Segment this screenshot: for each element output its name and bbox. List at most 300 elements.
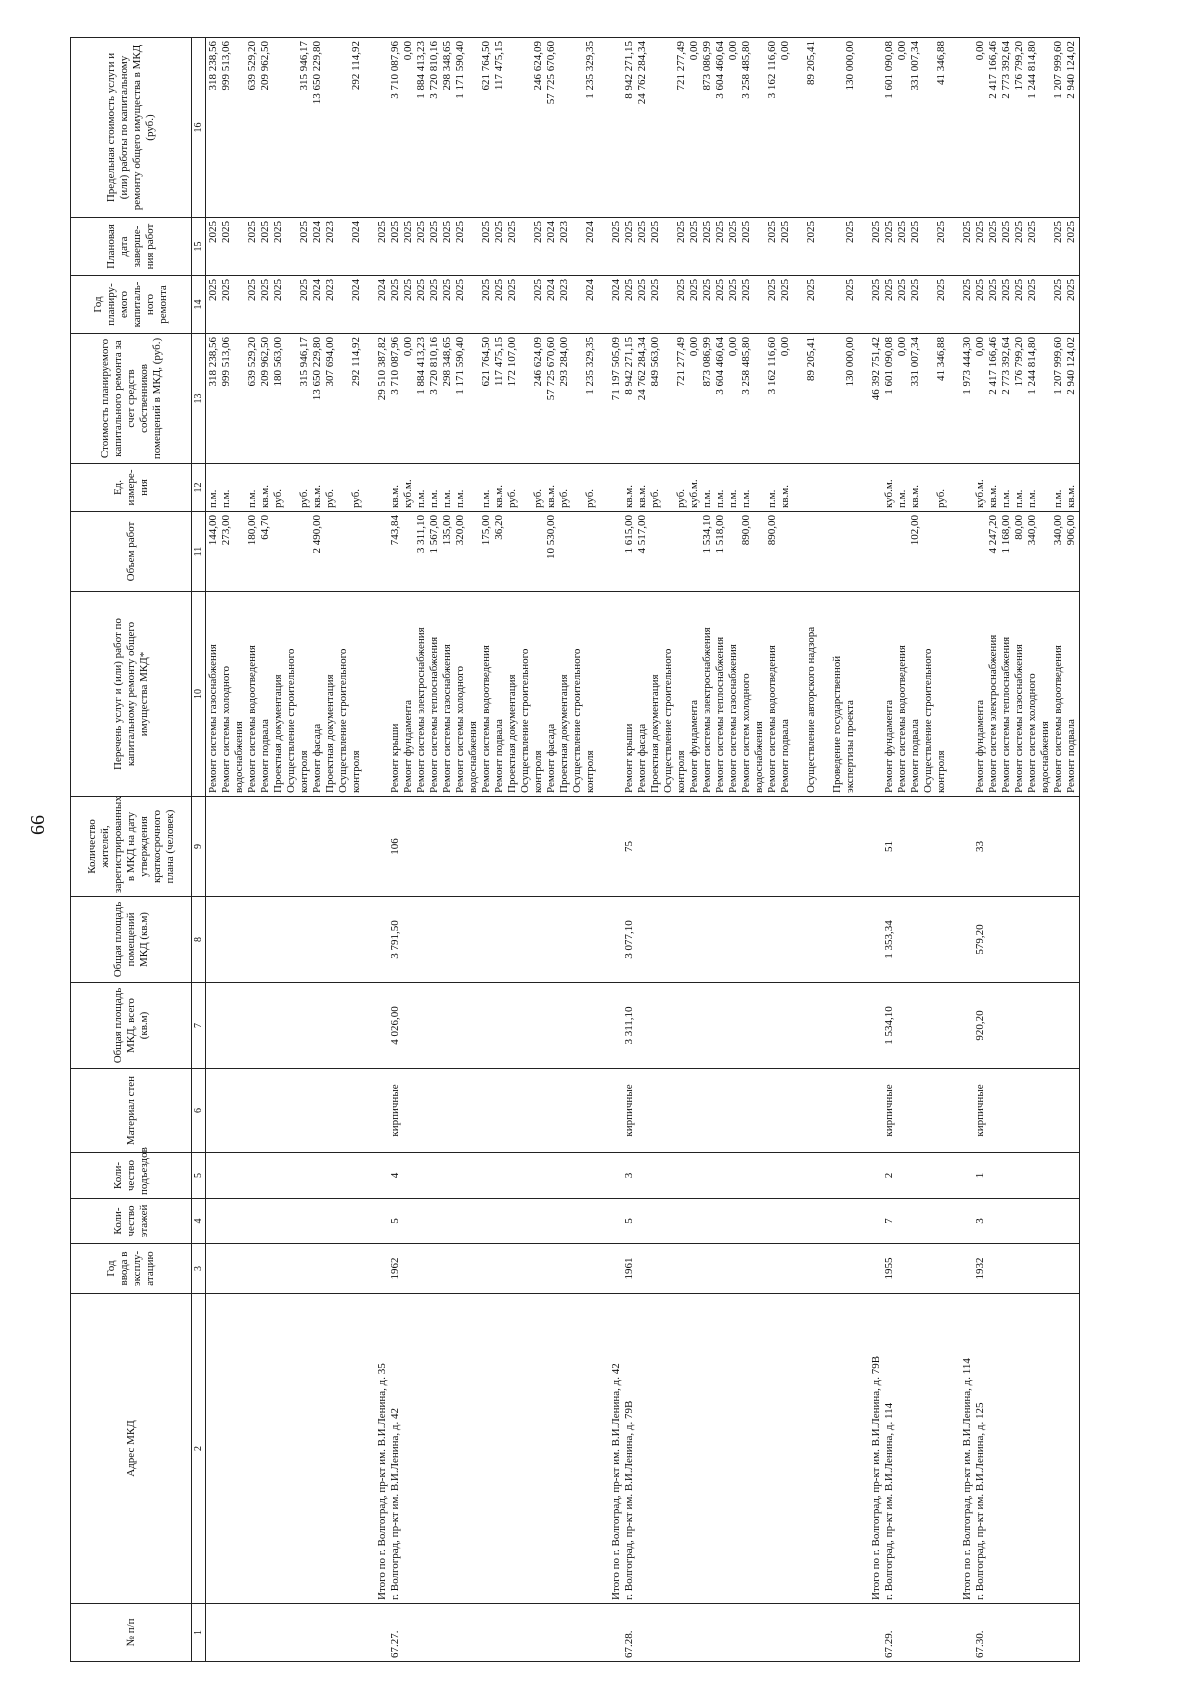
work-volume: 3 311,10 xyxy=(415,515,427,554)
spacer-line xyxy=(337,1607,350,1658)
work-unit xyxy=(519,467,532,508)
spacer-line xyxy=(1013,1072,1026,1149)
spacer-line xyxy=(649,1607,662,1658)
work-unit: п.м. xyxy=(1026,489,1038,508)
spacer-line xyxy=(1039,1297,1052,1600)
spacer-line xyxy=(376,1202,389,1240)
spacer-line xyxy=(402,1202,415,1240)
work-volume xyxy=(233,515,246,588)
work-year xyxy=(467,279,480,330)
work-done-year: 2023 xyxy=(324,221,336,243)
spacer-line xyxy=(766,1607,779,1658)
spacer-line xyxy=(571,1202,584,1240)
work-item: Ремонт системы электроснабжения xyxy=(701,627,713,793)
spacer-line xyxy=(688,986,701,1065)
work-unit: п.м. xyxy=(1000,489,1012,508)
spacer-line xyxy=(402,900,415,979)
wall-material: кирпичные xyxy=(623,1084,635,1137)
spacer-line xyxy=(298,800,311,893)
spacer-line xyxy=(376,1156,389,1195)
work-year xyxy=(233,279,246,330)
spacer-line xyxy=(259,800,272,893)
spacer-line xyxy=(779,1297,792,1600)
work-item: Ремонт системы газоснабжения xyxy=(727,644,739,793)
spacer-line xyxy=(948,1607,961,1658)
spacer-line xyxy=(870,1202,883,1240)
spacer-line xyxy=(467,900,480,979)
spacer-line xyxy=(948,900,961,979)
spacer-line xyxy=(909,986,922,1065)
spacer-line xyxy=(363,467,376,508)
spacer-line xyxy=(246,1202,259,1240)
spacer-line xyxy=(1052,800,1065,893)
work-cost: 1 235 329,35 xyxy=(584,337,596,395)
spacer-line xyxy=(272,1202,285,1240)
col-number: 8 xyxy=(192,897,206,983)
work-item: Ремонт системы теплоснабжения xyxy=(1000,636,1012,793)
spacer-line xyxy=(857,1607,870,1658)
spacer-line xyxy=(961,1072,974,1149)
work-unit: п.м. xyxy=(454,489,466,508)
work-done-year xyxy=(922,221,935,272)
work-unit: кв.м. xyxy=(1065,485,1077,508)
spacer-line xyxy=(1065,1297,1078,1600)
spacer-line xyxy=(870,800,883,893)
spacer-line xyxy=(493,900,506,979)
spacer-line xyxy=(272,1072,285,1149)
address-total-done-year: 2025 xyxy=(870,221,882,243)
spacer-line xyxy=(896,800,909,893)
spacer-line xyxy=(454,800,467,893)
work-limit-cost: 1 244 814,80 xyxy=(1026,41,1038,99)
work-year: 2025 xyxy=(714,279,726,301)
work-cost xyxy=(662,337,675,460)
work-year: 2023 xyxy=(558,279,570,301)
spacer-line xyxy=(610,1607,623,1658)
spacer-line xyxy=(584,900,597,979)
spacer-line xyxy=(610,41,623,214)
spacer-line xyxy=(662,1072,675,1149)
total-area: 3 311,10 xyxy=(623,1006,635,1045)
col-number: 9 xyxy=(192,797,206,897)
spacer-line xyxy=(935,1072,948,1149)
spacer-line xyxy=(805,1607,818,1658)
spacer-line xyxy=(480,986,493,1065)
spacer-line xyxy=(857,41,870,214)
spacer-line xyxy=(376,1247,389,1290)
spacer-line xyxy=(857,221,870,272)
spacer-line xyxy=(675,1607,688,1658)
work-limit-cost: 999 513,06 xyxy=(220,41,232,91)
spacer-line xyxy=(597,900,610,979)
spacer-line xyxy=(220,900,233,979)
work-unit: куб.м. xyxy=(688,479,700,508)
work-year: 2025 xyxy=(883,279,895,301)
work-volume xyxy=(922,515,935,588)
spacer-line xyxy=(532,1607,545,1658)
spacer-line xyxy=(961,986,974,1065)
spacer-line xyxy=(532,986,545,1065)
spacer-line xyxy=(818,900,831,979)
floors-count: 3 xyxy=(974,1218,986,1224)
spacer-line xyxy=(272,800,285,893)
work-cost: 0,00 xyxy=(896,337,908,357)
spacer-line xyxy=(1026,800,1039,893)
spacer-line xyxy=(948,1072,961,1149)
spacer-line xyxy=(922,1202,935,1240)
work-year xyxy=(831,279,844,330)
work-cost: 331 007,34 xyxy=(909,337,921,387)
work-year: 2025 xyxy=(909,279,921,301)
work-item: Ремонт системы водоотведения xyxy=(766,645,778,793)
spacer-line xyxy=(441,1247,454,1290)
work-volume: 1 168,00 xyxy=(1000,515,1012,554)
spacer-line xyxy=(259,1202,272,1240)
spacer-line xyxy=(610,986,623,1065)
work-done-year: 2025 xyxy=(688,221,700,243)
work-volume: 340,00 xyxy=(1052,515,1064,546)
spacer-line xyxy=(688,800,701,893)
spacer-line xyxy=(688,1156,701,1195)
work-year: 2025 xyxy=(766,279,778,301)
spacer-line xyxy=(597,467,610,508)
spacer-line xyxy=(285,1607,298,1658)
spacer-line xyxy=(597,800,610,893)
spacer-line xyxy=(532,1156,545,1195)
work-unit: кв.м. xyxy=(389,485,401,508)
spacer-line xyxy=(1065,900,1078,979)
spacer-line xyxy=(428,1247,441,1290)
work-volume: 340,00 xyxy=(1026,515,1038,546)
spacer-line xyxy=(740,1297,753,1600)
work-year: 2025 xyxy=(1026,279,1038,301)
spacer-line xyxy=(272,986,285,1065)
work-item: Ремонт фундамента xyxy=(688,699,700,793)
spacer-line xyxy=(662,800,675,893)
spacer-line xyxy=(961,515,974,588)
work-cost xyxy=(753,337,766,460)
floors-cell xyxy=(206,1199,1080,1244)
spacer-line xyxy=(363,41,376,214)
work-done-year: 2025 xyxy=(272,221,284,243)
spacer-line xyxy=(1039,1156,1052,1195)
work-done-year: 2025 xyxy=(779,221,791,243)
spacer-line xyxy=(1052,986,1065,1065)
work-done-year xyxy=(285,221,298,272)
spacer-line xyxy=(922,1247,935,1290)
work-limit-cost: 24 762 284,34 xyxy=(636,41,648,105)
total-area-cell xyxy=(206,983,1080,1069)
work-volume xyxy=(649,515,662,588)
spacer-line xyxy=(662,1202,675,1240)
spacer-line xyxy=(753,900,766,979)
spacer-line xyxy=(1026,986,1039,1065)
work-cost: 3 162 116,60 xyxy=(766,337,778,395)
spacer-line xyxy=(818,1156,831,1195)
spacer-line xyxy=(428,1156,441,1195)
spacer-line xyxy=(246,900,259,979)
spacer-line xyxy=(532,1202,545,1240)
spacer-line xyxy=(662,900,675,979)
spacer-line xyxy=(636,986,649,1065)
spacer-line xyxy=(597,1607,610,1658)
spacer-line xyxy=(896,1607,909,1658)
work-item: контроля xyxy=(675,750,687,793)
spacer-line xyxy=(675,800,688,893)
volume-cell xyxy=(206,512,1080,592)
work-year: 2025 xyxy=(532,279,544,301)
work-year xyxy=(571,279,584,330)
spacer-line xyxy=(350,1202,363,1240)
work-volume: 80,00 xyxy=(1013,515,1025,540)
work-cost: 0,00 xyxy=(688,337,700,357)
work-volume xyxy=(285,515,298,588)
spacer-line xyxy=(506,1607,519,1658)
spacer-line xyxy=(363,337,376,460)
work-cost xyxy=(818,337,831,460)
spacer-line xyxy=(376,515,389,588)
row-number: 67.28. xyxy=(623,1630,635,1658)
spacer-line xyxy=(948,279,961,330)
spacer-line xyxy=(857,900,870,979)
work-unit: руб. xyxy=(935,488,947,508)
spacer-line xyxy=(415,1072,428,1149)
spacer-line xyxy=(558,1607,571,1658)
work-unit: п.м. xyxy=(1052,489,1064,508)
spacer-line xyxy=(753,1202,766,1240)
work-unit: руб. xyxy=(506,488,518,508)
spacer-line xyxy=(649,800,662,893)
work-item: Ремонт системы водоотведения xyxy=(1052,645,1064,793)
work-volume xyxy=(688,515,701,588)
work-item xyxy=(792,595,805,793)
col-number: 15 xyxy=(192,218,206,276)
spacer-line xyxy=(597,279,610,330)
work-year: 2025 xyxy=(1013,279,1025,301)
spacer-line xyxy=(532,1247,545,1290)
spacer-line xyxy=(896,1297,909,1600)
spacer-line xyxy=(558,1297,571,1600)
spacer-line xyxy=(298,1072,311,1149)
work-year: 2025 xyxy=(1065,279,1077,301)
spacer-line xyxy=(324,900,337,979)
spacer-line xyxy=(402,1072,415,1149)
work-cost xyxy=(571,337,584,460)
spacer-line xyxy=(376,595,389,793)
spacer-line xyxy=(714,1247,727,1290)
work-limit-cost xyxy=(831,41,844,214)
spacer-line xyxy=(402,800,415,893)
work-limit-cost: 639 529,20 xyxy=(246,41,258,91)
work-cost: 3 604 460,64 xyxy=(714,337,726,395)
spacer-line xyxy=(818,1607,831,1658)
spacer-line xyxy=(844,1297,857,1600)
spacer-line xyxy=(857,1156,870,1195)
spacer-line xyxy=(714,986,727,1065)
work-done-year: 2025 xyxy=(220,221,232,243)
spacer-line xyxy=(987,1072,1000,1149)
work-unit xyxy=(571,467,584,508)
spacer-line xyxy=(584,1607,597,1658)
spacer-line xyxy=(571,1607,584,1658)
spacer-line xyxy=(857,337,870,460)
work-cost: 2 773 392,64 xyxy=(1000,337,1012,395)
work-volume: 1 615,00 xyxy=(623,515,635,554)
work-unit: п.м. xyxy=(441,489,453,508)
work-cost: 873 086,99 xyxy=(701,337,713,387)
work-volume: 890,00 xyxy=(766,515,778,546)
spacer-line xyxy=(636,1156,649,1195)
spacer-line xyxy=(363,1247,376,1290)
spacer-line xyxy=(779,1607,792,1658)
spacer-line xyxy=(597,1297,610,1600)
work-volume: 2 490,00 xyxy=(311,515,323,554)
spacer-line xyxy=(363,221,376,272)
spacer-line xyxy=(831,1202,844,1240)
spacer-line xyxy=(909,1297,922,1600)
spacer-line xyxy=(688,1072,701,1149)
spacer-line xyxy=(324,1072,337,1149)
year-built: 1961 xyxy=(623,1257,635,1280)
building-address: г. Волгоград, пр-кт им. В.И.Ленина, д. 114 xyxy=(883,1402,895,1600)
address-total-done-year: 2025 xyxy=(376,221,388,243)
spacer-line xyxy=(363,1072,376,1149)
spacer-line xyxy=(207,986,220,1065)
spacer-line xyxy=(597,1247,610,1290)
work-item: Ремонт фундамента xyxy=(402,699,414,793)
spacer-line xyxy=(987,1156,1000,1195)
spacer-line xyxy=(545,800,558,893)
work-year: 2025 xyxy=(246,279,258,301)
work-volume: 64,70 xyxy=(259,515,271,540)
rooms-area: 1 353,34 xyxy=(883,920,895,959)
work-item: Ремонт системы холодного xyxy=(220,665,232,793)
work-volume xyxy=(298,515,311,588)
spacer-line xyxy=(298,1156,311,1195)
work-done-year: 2025 xyxy=(1000,221,1012,243)
spacer-line xyxy=(987,1297,1000,1600)
table-body-row xyxy=(206,38,1080,1662)
spacer-line xyxy=(870,467,883,508)
spacer-line xyxy=(259,1247,272,1290)
spacer-line xyxy=(753,800,766,893)
work-item: Осуществление строительного xyxy=(519,648,531,793)
spacer-line xyxy=(1065,1607,1078,1658)
work-done-year: 2025 xyxy=(740,221,752,243)
address-total-year: 2024 xyxy=(376,279,388,301)
spacer-line xyxy=(480,1072,493,1149)
spacer-line xyxy=(675,986,688,1065)
col-number: 3 xyxy=(192,1244,206,1294)
spacer-line xyxy=(337,900,350,979)
work-done-year xyxy=(1039,221,1052,272)
work-limit-cost: 315 946,17 xyxy=(298,41,310,91)
spacer-line xyxy=(428,1072,441,1149)
work-volume: 1 567,00 xyxy=(428,515,440,554)
spacer-line xyxy=(857,595,870,793)
work-limit-cost: 0,00 xyxy=(727,41,739,61)
address-total-year: 2024 xyxy=(610,279,622,301)
spacer-line xyxy=(454,1607,467,1658)
work-unit: кв.м. xyxy=(909,485,921,508)
spacer-line xyxy=(948,1297,961,1600)
spacer-line xyxy=(753,1072,766,1149)
spacer-line xyxy=(220,1072,233,1149)
spacer-line xyxy=(753,1297,766,1600)
year-built: 1955 xyxy=(883,1257,895,1280)
work-cost: 2 417 166,46 xyxy=(987,337,999,395)
building-address: г. Волгоград, пр-кт им. В.И.Ленина, д. 42 xyxy=(389,1407,401,1600)
spacer-line xyxy=(948,515,961,588)
spacer-line xyxy=(1026,1607,1039,1658)
work-unit: руб. xyxy=(298,488,310,508)
spacer-line xyxy=(805,800,818,893)
work-unit xyxy=(753,467,766,508)
spacer-line xyxy=(831,986,844,1065)
spacer-line xyxy=(324,800,337,893)
spacer-line xyxy=(779,1156,792,1195)
work-cost: 3 710 087,96 xyxy=(389,337,401,395)
spacer-line xyxy=(740,1072,753,1149)
spacer-line xyxy=(376,1072,389,1149)
spacer-line xyxy=(480,800,493,893)
work-limit-cost: 292 114,92 xyxy=(350,41,362,91)
spacer-line xyxy=(337,986,350,1065)
spacer-line xyxy=(909,1607,922,1658)
spacer-line xyxy=(311,1202,324,1240)
col-number: 7 xyxy=(192,983,206,1069)
spacer-line xyxy=(857,467,870,508)
spacer-line xyxy=(844,800,857,893)
spacer-line xyxy=(350,1072,363,1149)
work-year: 2025 xyxy=(675,279,687,301)
spacer-line xyxy=(831,1607,844,1658)
spacer-line xyxy=(1026,1202,1039,1240)
spacer-line xyxy=(792,1247,805,1290)
spacer-line xyxy=(324,1156,337,1195)
spacer-line xyxy=(298,900,311,979)
work-item: Ремонт крыши xyxy=(623,723,635,793)
spacer-line xyxy=(805,986,818,1065)
work-unit xyxy=(792,467,805,508)
spacer-line xyxy=(610,800,623,893)
spacer-line xyxy=(350,1297,363,1600)
spacer-line xyxy=(519,1297,532,1600)
work-cost: 1 244 814,80 xyxy=(1026,337,1038,395)
spacer-line xyxy=(714,1072,727,1149)
work-cost: 209 962,50 xyxy=(259,337,271,387)
spacer-line xyxy=(610,595,623,793)
spacer-line xyxy=(298,1202,311,1240)
spacer-line xyxy=(493,1607,506,1658)
spacer-line xyxy=(1052,1297,1065,1600)
spacer-line xyxy=(818,800,831,893)
spacer-line xyxy=(896,900,909,979)
spacer-line xyxy=(688,1247,701,1290)
work-volume xyxy=(350,515,363,588)
work-year: 2025 xyxy=(428,279,440,301)
spacer-line xyxy=(870,1607,883,1658)
work-unit: руб. xyxy=(324,488,336,508)
work-unit xyxy=(1039,467,1052,508)
row-number: 67.30. xyxy=(974,1630,986,1658)
spacer-line xyxy=(987,900,1000,979)
col-number: 10 xyxy=(192,592,206,797)
spacer-line xyxy=(727,1247,740,1290)
spacer-line xyxy=(350,1156,363,1195)
spacer-line xyxy=(233,1156,246,1195)
spacer-line xyxy=(207,800,220,893)
